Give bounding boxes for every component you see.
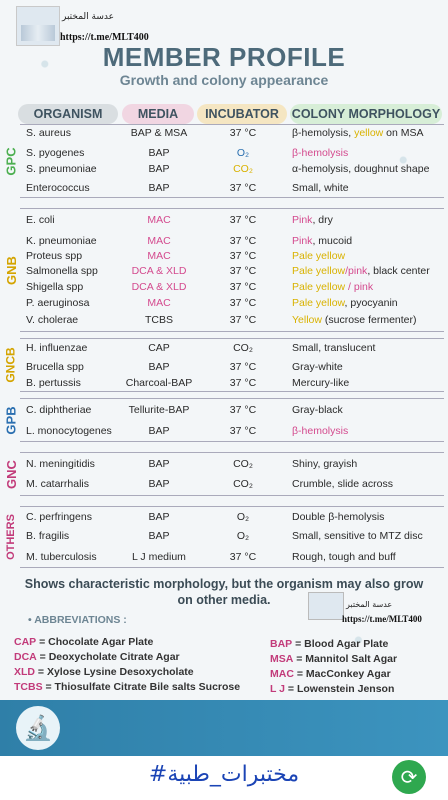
media-cell: Tellurite-BAP (128, 404, 190, 416)
table-row (20, 340, 444, 356)
morphology-cell: Small, white (292, 182, 349, 194)
table-row (20, 125, 444, 141)
organism-cell: Enterococcus (26, 182, 90, 194)
morphology-cell: Pink, mucoid (292, 235, 353, 247)
group-others (4, 506, 444, 568)
group-gnc (4, 452, 444, 496)
incubator-cell: 37 °C (229, 297, 257, 309)
table-row (20, 233, 444, 249)
media-cell: L J medium (132, 551, 186, 563)
incubator-cell: 37 °C (229, 281, 257, 293)
media-cell: BAP (148, 478, 170, 490)
channel-logo-image (16, 6, 60, 46)
group-label-gpc: GPC (3, 146, 19, 176)
morphology-cell: Gray-black (292, 404, 343, 416)
morphology-cell: Mercury-like (292, 377, 350, 389)
table-row (20, 145, 444, 161)
group-gncb (4, 338, 444, 392)
media-cell: CAP (148, 342, 170, 354)
incubator-cell: CO₂ (233, 458, 253, 470)
table-row (20, 549, 444, 565)
table-row (20, 248, 444, 264)
page-subtitle: Growth and colony appearance (119, 72, 329, 88)
group-label-gnb: GNB (3, 255, 19, 285)
organism-cell: M. catarrhalis (26, 478, 90, 490)
table-row (20, 359, 444, 375)
media-cell: MAC (147, 214, 171, 226)
media-cell: BAP (148, 458, 170, 470)
media-cell: MAC (147, 235, 171, 247)
table-row (20, 295, 444, 311)
group-label-others: OTHERS (5, 514, 17, 560)
page-title: MEMBER PROFILE (102, 42, 346, 72)
incubator-cell: O₂ (236, 511, 250, 523)
group-gnb (4, 208, 444, 332)
media-cell: BAP (148, 147, 170, 159)
media-cell: BAP (148, 425, 170, 437)
organism-cell: K. pneumoniae (26, 235, 97, 247)
incubator-cell: 37 °C (229, 235, 257, 247)
table-row (20, 456, 444, 472)
organism-cell: N. meningitidis (26, 458, 95, 470)
channel-link[interactable]: https://t.me/MLT400 (60, 32, 149, 43)
media-cell: DCA & XLD (131, 265, 187, 277)
morphology-cell: Rough, tough and buff (292, 551, 396, 563)
organism-cell: M. tuberculosis (26, 551, 97, 563)
organism-cell: Brucella spp (26, 361, 84, 373)
organism-cell: C. diphtheriae (26, 404, 92, 416)
table-row (20, 375, 444, 391)
table-row (20, 212, 444, 228)
organism-cell: B. fragilis (26, 530, 70, 542)
media-cell: BAP (148, 163, 170, 175)
abbreviation-item: L J = Lowenstein Jenson (270, 683, 395, 695)
channel-link[interactable]: https://t.me/MLT400 (342, 614, 422, 624)
microscope-icon: 🔬 (16, 706, 60, 750)
column-header-colony-morphology: COLONY MORPHOLOGY (290, 104, 442, 124)
organism-cell: B. pertussis (26, 377, 81, 389)
table-row (20, 180, 444, 196)
morphology-cell: Pink, dry (292, 214, 333, 226)
incubator-cell: 37 °C (229, 314, 257, 326)
media-cell: MAC (147, 297, 171, 309)
morphology-cell: Crumble, slide across (292, 478, 393, 490)
organism-cell: C. perfringens (26, 511, 92, 523)
abbreviations-title: • ABBREVIATIONS : (28, 614, 127, 626)
group-gpb (4, 398, 444, 442)
incubator-cell: 37 °C (229, 182, 257, 194)
morphology-cell: Shiny, grayish (292, 458, 358, 470)
channel-logo-arabic-text: عدسة المختبر (346, 600, 393, 609)
table-row (20, 279, 444, 295)
incubator-cell: CO₂ (233, 342, 253, 354)
media-cell: BAP (148, 182, 170, 194)
table-row (20, 402, 444, 418)
footer-bar (0, 700, 448, 756)
organism-cell: Shigella spp (26, 281, 84, 293)
media-cell: DCA & XLD (131, 281, 187, 293)
table-row (20, 528, 444, 544)
media-cell: BAP (148, 530, 170, 542)
morphology-cell: Pale yellow / pink (292, 281, 374, 293)
table-row (20, 509, 444, 525)
morphology-cell: Gray-white (292, 361, 343, 373)
organism-cell: S. pyogenes (26, 147, 85, 159)
channel-logo-image (308, 592, 344, 620)
organism-cell: H. influenzae (26, 342, 88, 354)
group-label-gnc: GNC (3, 459, 19, 489)
morphology-cell: Small, translucent (292, 342, 376, 354)
morphology-cell: α-hemolysis, doughnut shape (292, 163, 430, 175)
organism-cell: E. coli (26, 214, 55, 226)
incubator-cell: 37 °C (229, 214, 257, 226)
column-header-organism: ORGANISM (18, 104, 118, 124)
group-label-gpb: GPB (3, 405, 19, 435)
share-icon[interactable]: ⟳ (392, 760, 426, 794)
incubator-cell: 37 °C (229, 250, 257, 262)
organism-cell: Salmonella spp (26, 265, 98, 277)
organism-cell: V. cholerae (26, 314, 79, 326)
table-row (20, 263, 444, 279)
abbreviation-item: TCBS = Thiosulfate Citrate Bile salts Sucrose (14, 681, 241, 693)
media-cell: TCBS (144, 314, 173, 326)
incubator-cell: 37 °C (229, 127, 257, 139)
incubator-cell: 37 °C (229, 404, 257, 416)
morphology-cell: β-hemolysis, yellow on MSA (292, 127, 424, 139)
column-header-incubator: INCUBATOR (197, 104, 287, 124)
table-row (20, 312, 444, 328)
abbreviation-item: MAC = MacConkey Agar (270, 668, 391, 680)
incubator-cell: CO₂ (233, 163, 253, 175)
media-cell: BAP (148, 361, 170, 373)
organism-cell: L. monocytogenes (26, 425, 112, 437)
morphology-cell: β-hemolysis (292, 425, 349, 437)
table-row (20, 423, 444, 439)
organism-cell: Proteus spp (26, 250, 83, 262)
abbreviation-item: XLD = Xylose Lysine Desoxycholate (14, 666, 194, 678)
incubator-cell: O₂ (236, 530, 250, 542)
group-gpc (4, 124, 444, 198)
abbreviation-item: BAP = Blood Agar Plate (270, 638, 389, 650)
group-label-gncb: GNCB (4, 347, 18, 383)
media-cell: Charcoal-BAP (125, 377, 193, 389)
organism-cell: P. aeruginosa (26, 297, 90, 309)
incubator-cell: 37 °C (229, 425, 257, 437)
media-cell: BAP & MSA (130, 127, 188, 139)
hashtag-link[interactable]: #مختبرات_طبية (148, 762, 300, 787)
column-header-media: MEDIA (122, 104, 194, 124)
table-row (20, 161, 444, 177)
abbreviation-item: CAP = Chocolate Agar Plate (14, 636, 154, 648)
incubator-cell: 37 °C (229, 265, 257, 277)
morphology-cell: Pale yellow, pyocyanin (292, 297, 398, 309)
morphology-cell: Pale yellow (292, 250, 346, 262)
organism-cell: S. aureus (26, 127, 71, 139)
table-row (20, 476, 444, 492)
organism-cell: S. pneumoniae (26, 163, 97, 175)
morphology-cell: Yellow (sucrose fermenter) (292, 314, 417, 326)
incubator-cell: 37 °C (229, 377, 257, 389)
channel-logo-arabic-text: عدسة المختبر (62, 12, 114, 22)
morphology-cell: β-hemolysis (292, 147, 349, 159)
morphology-cell: Pale yellow/pink, black center (292, 265, 430, 277)
abbreviation-item: DCA = Deoxycholate Citrate Agar (14, 651, 180, 663)
morphology-cell: Small, sensitive to MTZ disc (292, 530, 423, 542)
incubator-cell: CO₂ (233, 478, 253, 490)
footnote: Shows characteristic morphology, but the organism may also grow on other media. (24, 577, 424, 607)
media-cell: BAP (148, 511, 170, 523)
morphology-cell: Double β-hemolysis (292, 511, 385, 523)
incubator-cell: 37 °C (229, 551, 257, 563)
abbreviation-item: MSA = Mannitol Salt Agar (270, 653, 398, 665)
media-cell: MAC (147, 250, 171, 262)
incubator-cell: 37 °C (229, 361, 257, 373)
incubator-cell: O₂ (236, 147, 250, 159)
